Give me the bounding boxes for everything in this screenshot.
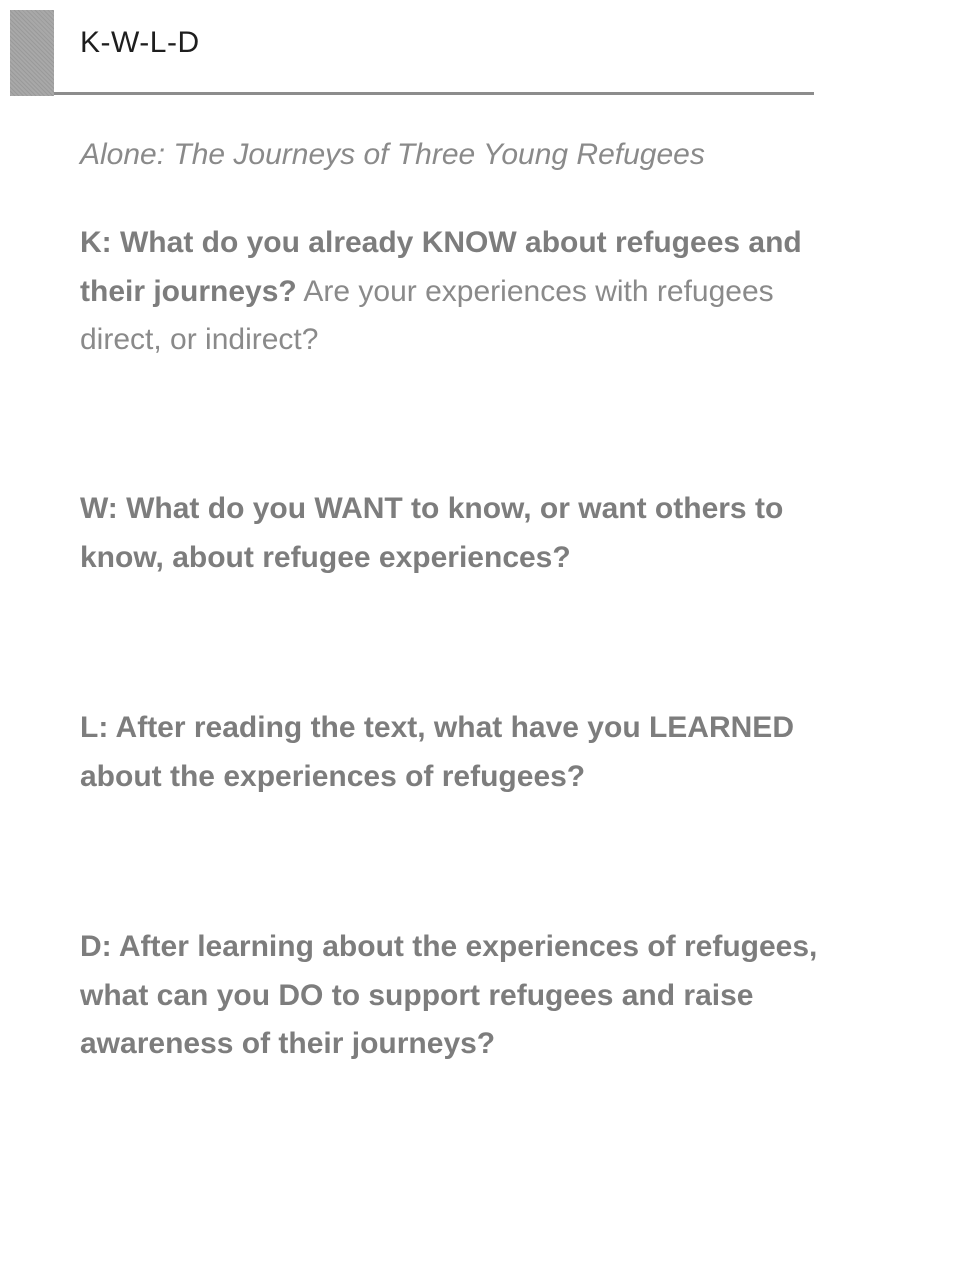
prompt-do: [80, 923, 825, 1069]
header-accent-bar: [10, 10, 54, 96]
header-divider: [54, 92, 814, 95]
prompt-want-question: W: What do you WANT to know, or want others to know, about refugee experiences?: [80, 492, 784, 574]
prompt-learned: [80, 704, 825, 801]
page-title: K-W-L-D: [80, 26, 200, 59]
prompt-know-question: K: What do you already KNOW about refugees and their journeys?: [80, 226, 802, 308]
prompt-know-followup: Are your experiences with refugees direct, or indirect?: [80, 274, 774, 356]
prompt-want: [80, 485, 825, 582]
prompt-learned-question: L: After reading the text, what have you LEARNED about the experiences of refugees?: [80, 711, 794, 793]
prompt-do-question: D: After learning about the experiences of refugees, what can you DO to support refugees and raise awareness of their journeys?: [80, 930, 818, 1060]
book-subtitle: Alone: The Journeys of Three Young Refugees: [80, 138, 705, 171]
prompt-know: [80, 219, 825, 365]
